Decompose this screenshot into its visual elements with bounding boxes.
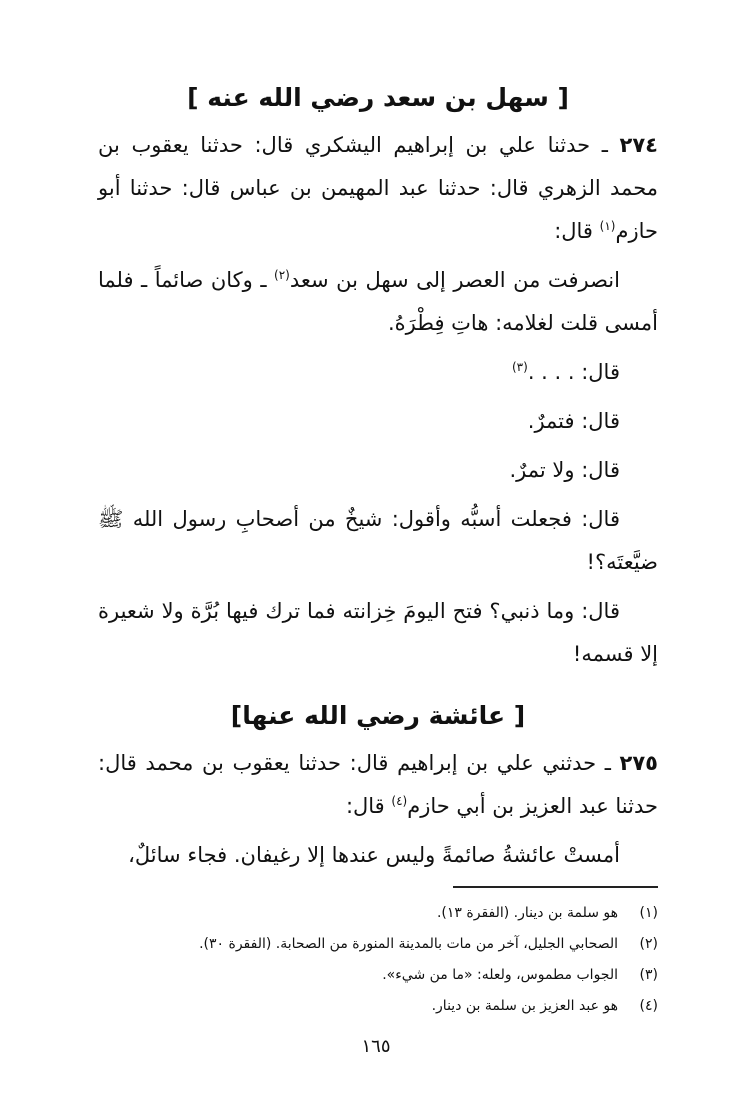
footnote-number: (٤) xyxy=(639,998,658,1014)
matn-paragraph: قال: ولا تمرٌ. xyxy=(509,458,620,482)
matn-paragraph xyxy=(98,259,658,345)
footnote-ref[interactable]: (١) xyxy=(599,219,616,233)
matn-text: قال: . . . . xyxy=(527,360,620,384)
matn-paragraph xyxy=(98,351,658,394)
footnote-text: هو عبد العزيز بن سلمة بن دينار. xyxy=(431,998,618,1014)
page-body xyxy=(98,70,658,877)
footnote-ref[interactable]: (٣) xyxy=(511,360,528,374)
matn-text: انصرفت من العصر إلى سهل بن سعد xyxy=(289,268,620,292)
isnad-text: ـ حدثنا علي بن إبراهيم اليشكري قال: حدثنا يعقوب بن محمد الزهري قال: حدثنا عبد المهيمن بن عباس قال: حدثنا أبو حازم xyxy=(98,133,658,243)
footnote-text: الصحابي الجليل، آخر من مات بالمدينة المنورة من الصحابة. (الفقرة ٣٠). xyxy=(199,936,618,952)
footnote-ref[interactable]: (٤) xyxy=(391,794,408,808)
matn-paragraph: قال: فتمرٌ. xyxy=(527,409,620,433)
footnote-number: (٢) xyxy=(639,936,658,952)
page-number: ١٦٥ xyxy=(361,1036,391,1057)
section-title: [ سهل بن سعد رضي الله عنه ] xyxy=(187,83,569,112)
footnote-item xyxy=(98,991,658,1022)
footnote-number: (٣) xyxy=(639,967,658,983)
section-title: [ عائشة رضي الله عنها] xyxy=(230,701,526,730)
hadith-number: ٢٧٥ xyxy=(619,751,658,775)
footnote-text: هو سلمة بن دينار. (الفقرة ١٣). xyxy=(436,905,618,921)
matn-paragraph: قال: فجعلت أسبُّه وأقول: شيخٌ من أصحابِ رسول الله ﷺ ضيَّعتَه؟! xyxy=(98,507,658,574)
footnotes xyxy=(98,886,658,1022)
footnote-text: الجواب مطموس، ولعله: «ما من شيء». xyxy=(382,967,618,983)
matn-paragraph: أمستْ عائشةُ صائمةً وليس عندها إلا رغيفان. فجاء سائلٌ، xyxy=(128,843,620,867)
isnad-end: قال: xyxy=(345,794,392,818)
matn-text: ـ وكان صائماً ـ فلما أمسى قلت لغلامه: هاتِ فِطْرَهُ. xyxy=(98,268,658,335)
isnad-text: ـ حدثني علي بن إبراهيم قال: حدثنا يعقوب بن محمد قال: حدثنا عبد العزيز بن أبي حازم xyxy=(98,751,658,818)
isnad-end: قال: xyxy=(554,219,600,243)
footnote-number: (١) xyxy=(639,905,658,921)
footnote-divider xyxy=(453,886,658,888)
footnote-item xyxy=(98,929,658,960)
hadith-number: ٢٧٤ xyxy=(619,133,658,157)
hadith-isnad xyxy=(98,742,658,828)
footnote-item xyxy=(98,960,658,991)
hadith-isnad xyxy=(98,124,658,253)
footnote-item xyxy=(98,898,658,929)
matn-paragraph: قال: وما ذنبي؟ فتح اليومَ خِزانته فما ترك فيها بُرَّة ولا شعيرة إلا قسمه! xyxy=(98,599,658,666)
footnote-ref[interactable]: (٢) xyxy=(274,268,290,282)
